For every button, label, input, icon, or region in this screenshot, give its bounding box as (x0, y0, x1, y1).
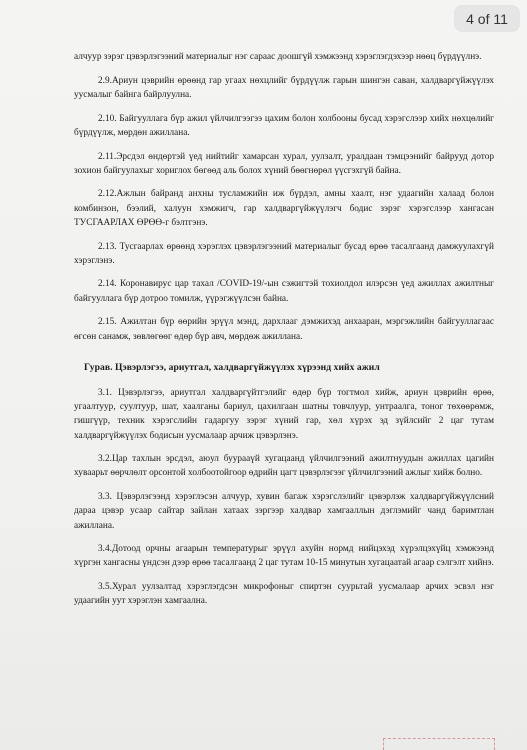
paragraph-3-3: 3.3. Цэвэрлэгээнд хэрэглэсэн алчуур, хувин багаж хэрэгслэлийг цэвэрлэж халдваргүйжүүлсний дараа цэвэр усаар сайтар зайлан хатаах зэргээр халдвар хамгааллын дэглэмийг чанд баримтлан ажиллана. (74, 492, 494, 531)
paragraph: алчуур зэрэг цэвэрлэгээний материалыг нэг сараас доошгүй хэмжээнд хэрэглэгдэхээр нөөц бүрдүүлнэ. (74, 52, 482, 62)
section-heading: Гурав. Цэвэрлэгээ, ариутгал, халдваргүйжүүлэх хүрээнд хийх ажил (84, 361, 380, 373)
paragraph-3-4: 3.4.Дотоод орчны агаарын температурыг эрүүл ахуйн нормд нийцэхэд хүрэлцэхүйц хэмжээнд хүргэн хангасны үндсэн дээр өрөө тасалгаанд 2 цаг тутам 10-15 минутын хугацаатай агаар сэлгэлт хийнэ. (74, 544, 494, 569)
paragraph-3-2: 3.2.Цар тахлын эрсдэл, аюул буурааүй хугацаанд үйлчилгээний ажилтнуудын ажиллах цагийн хуваарьт өөрчлөлт орсонтой холбоотойгоор өдрийн цагт цэвэрлэгээг үйлчилгээний ажлыг хийж болно. (74, 454, 494, 479)
stamp-mark (383, 738, 495, 750)
paragraph-2-13: 2.13. Тусгаарлах өрөөнд хэрэглэх цэвэрлэгээний материалыг бусад өрөө тасалгаанд дамжуулахгүй хэрэглэнэ. (74, 241, 494, 266)
paragraph-2-14: 2.14. Коронавирус цар тахал /COVID-19/-ын сэжигтэй тохиолдол илэрсэн үед ажиллах ажилтныг байгууллага бүр дотроо томилж, үүрэгжүүлсэн байна. (74, 279, 494, 304)
paragraph-2-10: 2.10. Байгууллага бүр ажил үйлчилгээгээ цахим болон холбооны бусад хэрэгслээр хийх нөхцөлийг бүрдүүлж, мөрдөн ажиллана. (74, 113, 494, 138)
paragraph-2-12: 2.12.Ажлын байранд анхны тусламжийн иж бүрдэл, амны хаалт, нэг удаагийн халаад болон комбинзон, бээлий, халуун хэмжигч, гар халдваргүйжүүлэгч бодис зэрэг хэрэгслээр хангасан ТУСГААРЛАХ ӨРӨӨ-г бэлтгэнэ. (74, 189, 494, 228)
paragraph-3-5: 3.5.Хурал уулзалтад хэрэглэгдсэн микрофоныг спиртэн суурьтай уусмалаар арчих эсвэл нэг удаагийн уут хэрэглэн хамгаална. (74, 582, 494, 607)
paragraph-2-9: 2.9.Ариун цэврийн өрөөнд гар угаах нөхцлийг бүрдүүлж гарын шингэн саван, халдваргүйжүүлэх уусмалыг байнга байрлуулна. (74, 75, 494, 100)
paragraph-3-1: 3.1. Цэвэрлэгээ, ариутгал халдваргүйтгэлийг өдөр бүр тогтмол хийж, ариун цэврийн өрөө, угаалтуур, суултуур, шат, хаалганы бариул, цахилгаан шатны товчлуур, унтраалга, тоног төхөөрөмж, гишгүүр, техник хэрэгслийн гадаргуу зэрэг хүний гар, хөл хүрэх эд зүйлсийг 2 цаг тутам халдваргүйжүүлэх бодисын уусмалаар арчиж цэвэрлэнэ. (74, 387, 494, 441)
paragraph-2-15: 2.15. Ажилтан бүр өөрийн эрүүл мэнд, дархлааг дэмжихэд анхааран, мэргэжлийн байгууллагаас өгсөн санамж, зөвлөгөөг өдөр бүр авч, мөрдөж ажиллана. (74, 317, 494, 342)
document-body (74, 50, 494, 618)
paragraph-2-11: 2.11.Эрсдэл өндөртэй үед нийтийг хамарсан хурал, уулзалт, уралдаан тэмцээнийг байрууд дотор зохион байгуулахыг хориглох бөгөөд аль болох хүний бөөгнөрөл үүсгэхгүй байна. (74, 151, 494, 176)
page-indicator: 4 of 11 (455, 6, 519, 31)
